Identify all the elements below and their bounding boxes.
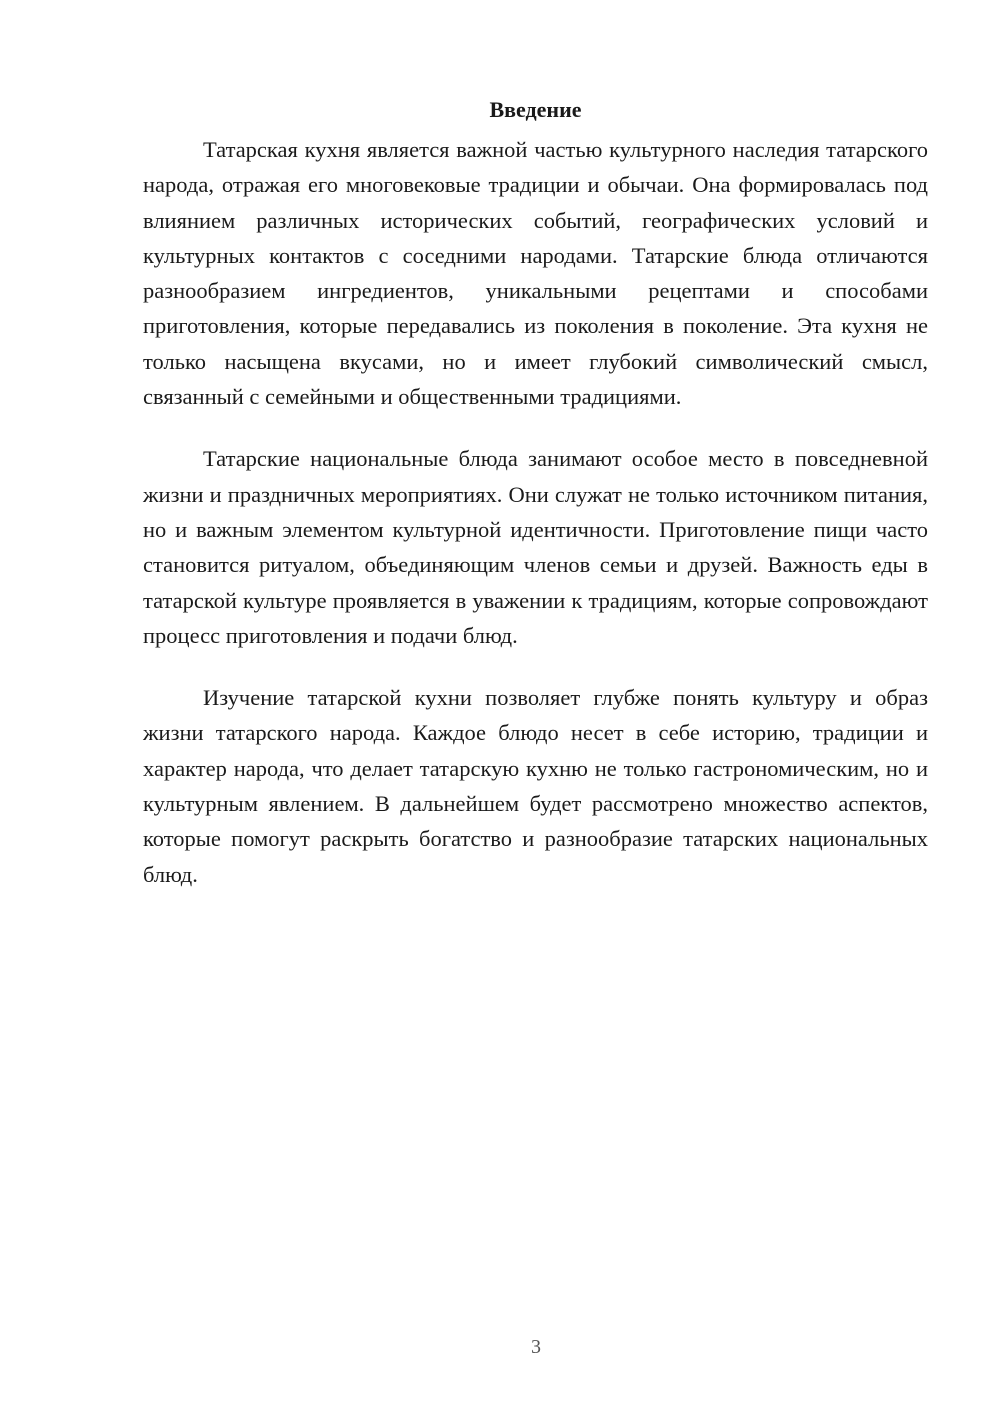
page-title: Введение <box>489 97 582 122</box>
paragraph-2: Татарские национальные блюда занимают особое место в повседневной жизни и праздничных мероприятиях. Они служат не только источником питания, но и важным элементом культурной идентичности. Приготовление пищи часто становится ритуалом, объединяющим членов семьи и друзей. Важность еды в татарской культуре проявляется в уважении к традициям, которые сопровождают процесс приготовления и подачи блюд. <box>143 446 928 648</box>
paragraph-3: Изучение татарской кухни позволяет глубже понять культуру и образ жизни татарского народа. Каждое блюдо несет в себе историю, традиции и характер народа, что делает татарскую кухню не только гастрономическим, но и культурным явлением. В дальнейшем будет рассмотрено множество аспектов, которые помогут раскрыть богатство и разнообразие татарских национальных блюд. <box>143 685 928 887</box>
page-content <box>143 92 928 919</box>
page-number: 3 <box>531 1336 541 1358</box>
paragraph-1: Татарская кухня является важной частью культурного наследия татарского народа, отражая его многовековые традиции и обычаи. Она формировалась под влиянием различных исторических событий, географических условий и культурных контактов с соседними народами. Татарские блюда отличаются разнообразием ингредиентов, уникальными рецептами и способами приготовления, которые передавались из поколения в поколение. Эта кухня не только насыщена вкусами, но и имеет глубокий символический смысл, связанный с семейными и общественными традициями. <box>143 137 928 410</box>
